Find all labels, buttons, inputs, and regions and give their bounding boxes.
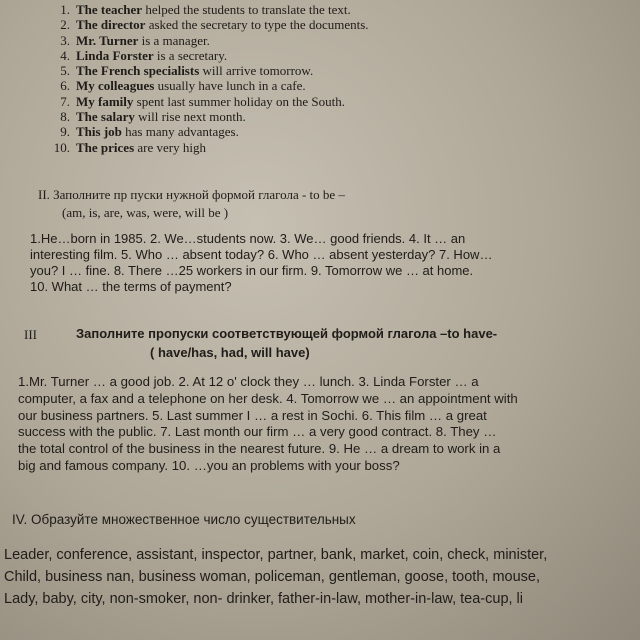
exercise-line: our business partners. 5. Last summer I … a rest in Sochi. 6. This film … a great — [18, 407, 487, 423]
sentence-item — [44, 94, 369, 109]
sentence-item — [44, 78, 369, 93]
sentence-subject: Linda Forster — [76, 47, 154, 63]
sentence-subject: My colleagues — [76, 78, 155, 94]
exercise-line: the total control of the business in the nearest future. 9. He … a dream to work in a — [18, 441, 501, 457]
sentence-item — [44, 124, 369, 139]
sentence-item — [44, 140, 369, 155]
word-line: Child, business nan, business woman, policeman, gentleman, goose, tooth, mouse, — [4, 569, 541, 585]
exercise-line: you? I … fine. 8. There …25 workers in our firm. 9. Tomorrow we … at home. — [30, 263, 474, 278]
sentence-number: 6. — [60, 78, 70, 94]
sentence-list — [44, 2, 369, 155]
sentence-item — [44, 48, 369, 63]
sentence-rest: will rise next month. — [138, 109, 246, 125]
sentence-number: 3. — [60, 32, 70, 48]
exercise-line: computer, a fax and a telephone on her desk. 4. Tomorrow we … an appointment with — [18, 390, 518, 406]
sentence-item — [44, 33, 369, 48]
sentence-rest: is a manager. — [141, 32, 210, 48]
sentence-rest: has many advantages. — [125, 124, 239, 140]
sentence-subject: The French specialists — [76, 63, 200, 79]
sentence-item — [44, 63, 369, 78]
sentence-subject: The teacher — [76, 2, 143, 17]
section-4-words — [4, 544, 547, 610]
sentence-rest: usually have lunch in a cafe. — [157, 78, 306, 94]
sentence-number: 8. — [60, 109, 70, 125]
sentence-number: 9. — [60, 124, 70, 140]
sentence-subject: My family — [76, 93, 134, 109]
section-4-heading: IV. Образуйте множественное число существительных — [12, 512, 356, 527]
sentence-number: 10. — [53, 139, 70, 155]
word-line: Leader, conference, assistant, inspector, partner, bank, market, coin, check, minister, — [4, 547, 548, 563]
sentence-subject: The director — [76, 17, 146, 33]
sentence-number: 7. — [60, 93, 70, 109]
exercise-line: interesting film. 5. Who … absent today? 6. Who … absent yesterday? 7. How… — [30, 247, 493, 262]
sentence-subject: This job — [76, 124, 122, 140]
exercise-line: 1.Mr. Turner … a good job. 2. At 12 o' clock they … lunch. 3. Linda Forster … a — [18, 374, 479, 389]
section-3-forms: ( have/has, had, will have) — [150, 345, 310, 360]
sentence-rest: helped the students to translate the text. — [145, 2, 351, 17]
exercise-line: 1.He…born in 1985. 2. We…students now. 3. We… good friends. 4. It … an — [30, 231, 466, 246]
section-2-exercise — [30, 231, 640, 295]
section-2-heading: II. Заполните пр пуски нужной формой глагола - to be – — [38, 187, 345, 202]
exercise-line: 10. What … the terms of payment? — [30, 279, 232, 294]
sentence-rest: asked the secretary to type the documents. — [148, 17, 369, 33]
exercise-line: success with the public. 7. Last month our firm … a very good contract. 8. They … — [18, 424, 497, 440]
section-3-heading: Заполните пропуски соответствующей формой глагола –to have- — [76, 326, 498, 341]
sentence-number: 4. — [60, 47, 70, 63]
word-line: Lady, baby, city, non-smoker, non- drinker, father-in-law, mother-in-law, tea-cup, li — [4, 591, 524, 607]
sentence-number: 2. — [60, 17, 70, 33]
sentence-subject: The salary — [76, 109, 135, 125]
section-3-exercise — [18, 374, 640, 475]
sentence-item — [44, 109, 369, 124]
sentence-subject: Mr. Turner — [76, 32, 139, 48]
sentence-item — [44, 17, 369, 32]
sentence-subject: The prices — [76, 139, 135, 155]
sentence-rest: are very high — [137, 139, 206, 155]
section-2-forms: (am, is, are, was, were, will be ) — [62, 205, 229, 220]
sentence-rest: is a secretary. — [156, 47, 228, 63]
sentence-rest: will arrive tomorrow. — [202, 63, 314, 79]
sentence-rest: spent last summer holiday on the South. — [136, 93, 345, 109]
section-3-number: III — [24, 327, 37, 342]
sentence-number: 1. — [60, 2, 70, 17]
sentence-number: 5. — [60, 63, 70, 79]
exercise-line: big and famous company. 10. …you an problems with your boss? — [18, 457, 400, 473]
sentence-item — [44, 2, 369, 17]
